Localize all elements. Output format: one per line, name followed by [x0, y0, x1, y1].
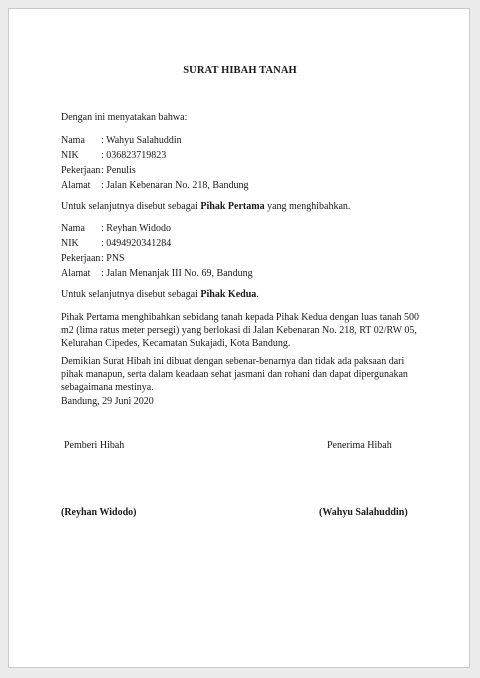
first-party-job-row	[61, 164, 136, 177]
note-prefix: Untuk selanjutnya disebut sebagai	[61, 201, 201, 212]
note-bold: Pihak Pertama	[200, 201, 265, 212]
field-value: : 0494920341284	[101, 238, 172, 249]
second-party-job-row	[61, 252, 125, 265]
document-page	[8, 8, 470, 668]
first-party-name-row	[61, 134, 182, 147]
giver-label: Pemberi Hibah	[64, 440, 125, 451]
document-title: SURAT HIBAH TANAH	[183, 65, 297, 76]
second-party-address-row	[61, 267, 253, 280]
second-party-nik-row	[61, 237, 171, 250]
field-label: Alamat	[61, 180, 91, 191]
field-label: Pekerjaan	[61, 165, 101, 176]
field-value: : Wahyu Salahuddin	[101, 135, 182, 146]
intro-text: Dengan ini menyatakan bahwa:	[61, 112, 188, 123]
grant-paragraph: Pihak Pertama menghibahkan sebidang tanah kepada Pihak Kedua dengan luas tanah 500 m2 (lima ratus meter persegi) yang berlokasi di Jalan Kebenaran No. 218, RT 02/RW 05, Kelurahan Cipedes, Kecamatan Sukajadi, Kota Bandung.	[61, 312, 419, 349]
field-value: : Jalan Kebenaran No. 218, Bandung	[101, 180, 249, 191]
field-label: Nama	[61, 223, 85, 234]
field-value: : 036823719823	[101, 150, 167, 161]
receiver-label: Penerima Hibah	[327, 440, 392, 451]
giver-name: (Reyhan Widodo)	[61, 507, 137, 518]
field-label: NIK	[61, 150, 79, 161]
field-value: : PNS	[101, 253, 125, 264]
field-label: Alamat	[61, 268, 91, 279]
closing-paragraph: Demikian Surat Hibah ini dibuat dengan sebenar-benarnya dan tidak ada paksaan dari pihak manapun, serta dalam keadaan sehat jasmani dan rohani dan dapat dipergunakan sebagaimana mestinya.	[61, 356, 408, 393]
receiver-name: (Wahyu Salahuddin)	[319, 507, 408, 518]
field-value: : Jalan Menanjak III No. 69, Bandung	[101, 268, 253, 279]
first-party-note	[61, 200, 350, 213]
note-suffix: .	[256, 289, 259, 300]
place-date: Bandung, 29 Juni 2020	[61, 396, 154, 407]
field-label: NIK	[61, 238, 79, 249]
field-label: Nama	[61, 135, 85, 146]
first-party-nik-row	[61, 149, 166, 162]
note-prefix: Untuk selanjutnya disebut sebagai	[61, 289, 201, 300]
first-party-address-row	[61, 179, 248, 192]
second-party-note	[61, 288, 259, 301]
note-bold: Pihak Kedua	[200, 289, 257, 300]
second-party-name-row	[61, 222, 171, 235]
field-value: : Penulis	[101, 165, 136, 176]
field-label: Pekerjaan	[61, 253, 101, 264]
note-suffix: yang menghibahkan.	[264, 201, 351, 212]
field-value: : Reyhan Widodo	[101, 223, 171, 234]
